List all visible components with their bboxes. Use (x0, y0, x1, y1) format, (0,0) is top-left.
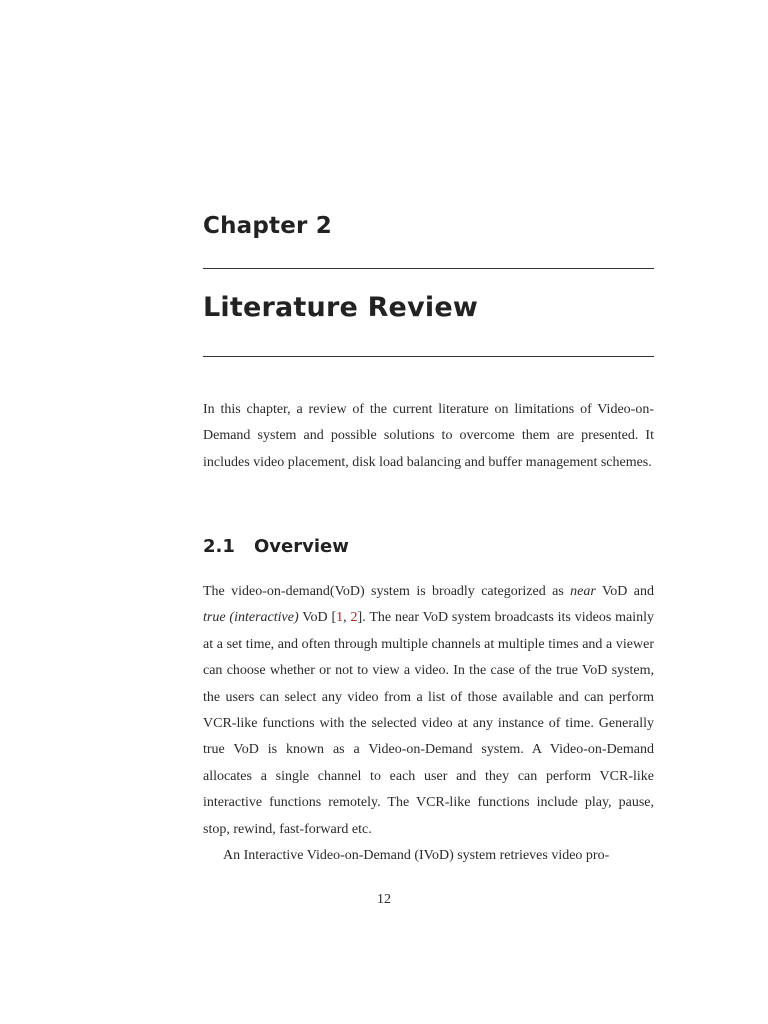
section-number: 2.1 (203, 536, 235, 557)
ivod-paragraph: An Interactive Video-on-Demand (IVoD) system retrieves video pro- (223, 848, 610, 863)
overview-text-3: VoD [ (298, 610, 337, 626)
overview-paragraph (203, 579, 654, 843)
citation-separator: , (343, 610, 351, 626)
title-rule-top (203, 268, 654, 269)
citation-link-1[interactable]: 1 (336, 610, 344, 626)
section-title: Overview (254, 536, 349, 557)
near-emphasis: near (570, 584, 596, 599)
overview-text-1: The video-on-demand(VoD) system is broadly categorized as (203, 584, 571, 599)
title-rule-bottom (203, 356, 654, 357)
page-number: 12 (377, 892, 391, 907)
true-interactive-emphasis: true (interactive) (203, 610, 299, 626)
citation-link-2[interactable]: 2 (350, 610, 358, 626)
overview-text-4: ]. The near VoD system broadcasts its videos mainly at a set time, and often through multiple channels at multiple times and a viewer can choose whether or not to view a video. In the case of the true VoD system, the users can select any video from a list of those available and can perform VCR-like functions with the selected video at any instance of time. Generally true VoD is known as a Video-on-Demand system. A Video-on-Demand allocates a single channel to each user and they can perform VCR-like interactive functions remotely. The VCR-like functions include play, pause, stop, rewind, fast-forward etc. (203, 610, 655, 837)
section-heading (203, 536, 349, 557)
overview-text-2: VoD and (595, 584, 654, 599)
intro-paragraph: In this chapter, a review of the current literature on limitations of Video-on-Demand system and possible solutions to overcome them are presented. It includes video placement, disk load balancing and buffer management schemes. (203, 402, 654, 470)
chapter-title: Literature Review (203, 292, 478, 323)
chapter-label: Chapter 2 (203, 213, 332, 239)
